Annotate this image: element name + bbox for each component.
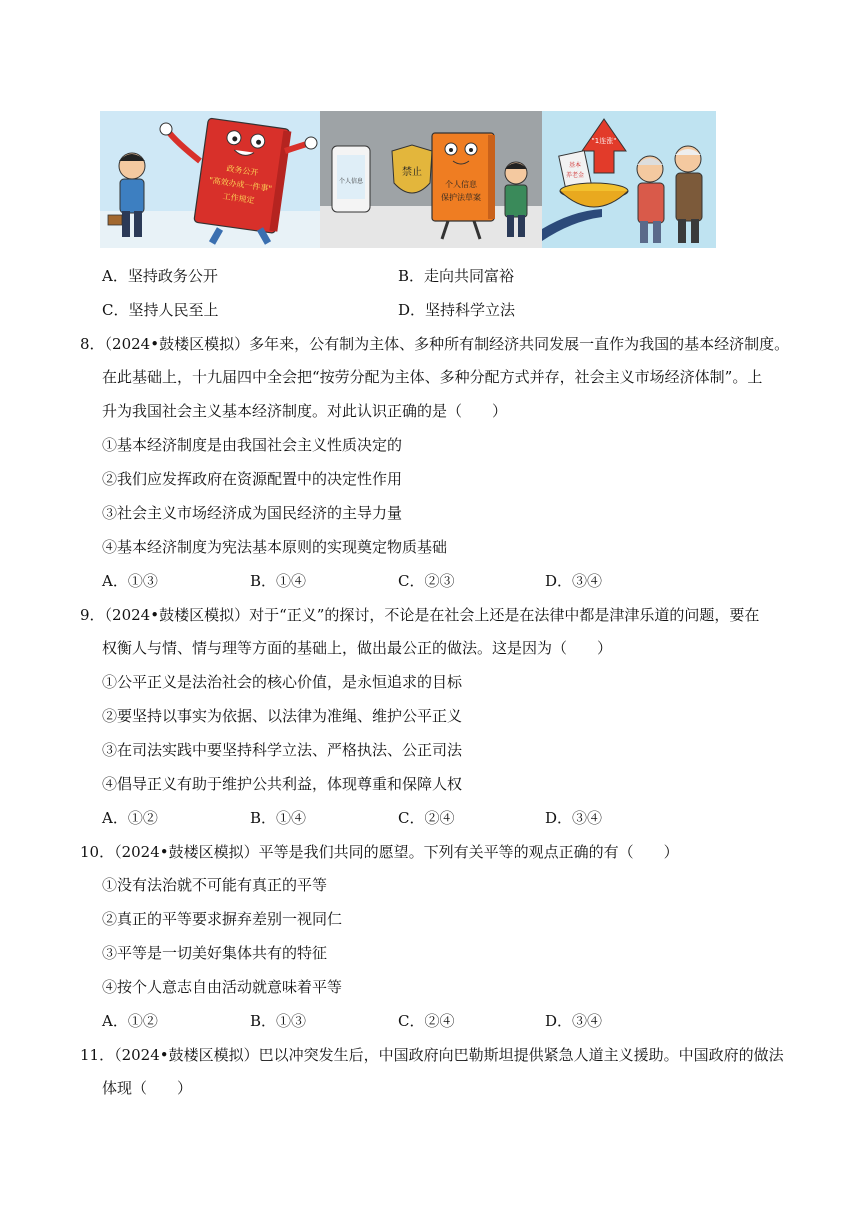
q9-option-c-text: ②④ bbox=[424, 809, 455, 827]
q7-panel2-book-line-1: 个人信息 bbox=[445, 180, 477, 189]
q8-option-b[interactable] bbox=[250, 571, 306, 591]
q7-option-a-letter: A． bbox=[102, 267, 128, 285]
q9-option-a-text: ①② bbox=[127, 809, 158, 827]
q8-item-3: ③社会主义市场经济成为国民经济的主导力量 bbox=[102, 504, 403, 522]
q10-item-2: ②真正的平等要求摒弃差别一视同仁 bbox=[102, 910, 343, 928]
q9-option-d[interactable] bbox=[545, 808, 602, 828]
q7-option-c-letter: C． bbox=[102, 301, 129, 319]
q11-stem-line-1: 11．（2024•鼓楼区模拟）巴以冲突发生后，中国政府向巴勒斯坦提供紧急人道主义援助。中国政府的做法 bbox=[80, 1046, 784, 1064]
q9-option-b-letter: B． bbox=[250, 809, 277, 827]
q9-stem-line-2: 权衡人与情、情与理等方面的基础上，做出最公正的做法。这是因为（ ） bbox=[102, 639, 613, 657]
q8-stem-line-3: 升为我国社会主义基本经济制度。对此认识正确的是（ ） bbox=[102, 402, 508, 420]
q9-option-c[interactable] bbox=[398, 808, 455, 828]
q7-option-d-letter: D． bbox=[398, 301, 426, 319]
q10-option-c-text: ②④ bbox=[424, 1012, 455, 1030]
q10-option-a-text: ①② bbox=[127, 1012, 158, 1030]
q8-option-d-letter: D． bbox=[545, 572, 573, 590]
q7-option-c-text: 坚持人民至上 bbox=[128, 301, 219, 319]
q9-stem-line-1: 9．（2024•鼓楼区模拟）对于“正义”的探讨，不论是在社会上还是在法律中都是津津乐道的问题，要在 bbox=[80, 606, 760, 624]
q10-option-d[interactable] bbox=[545, 1011, 602, 1031]
q7-option-d[interactable] bbox=[398, 300, 515, 320]
q8-option-b-letter: B． bbox=[250, 572, 277, 590]
q7-option-b-text: 走向共同富裕 bbox=[424, 267, 515, 285]
q9-option-d-letter: D． bbox=[545, 809, 573, 827]
q8-option-d[interactable] bbox=[545, 571, 602, 591]
q7-panel3-sign-text: "1连涨" bbox=[591, 137, 617, 145]
q7-panel1-book-line-2: "高效办成一件事" bbox=[208, 175, 273, 194]
q10-option-d-letter: D． bbox=[545, 1012, 573, 1030]
q7-cartoon-panel-3 bbox=[542, 111, 716, 248]
q8-option-c-letter: C． bbox=[398, 572, 425, 590]
q8-option-c-text: ②③ bbox=[424, 572, 455, 590]
q8-option-a-letter: A． bbox=[102, 572, 128, 590]
q11-stem-line-2: 体现（ ） bbox=[102, 1079, 193, 1097]
q9-option-b[interactable] bbox=[250, 808, 306, 828]
q7-option-a[interactable] bbox=[102, 266, 218, 286]
q8-stem-line-2: 在此基础上，十九届四中全会把“按劳分配为主体、多种分配方式并存，社会主义市场经济体制”。上 bbox=[102, 368, 763, 386]
q7-option-a-text: 坚持政务公开 bbox=[127, 267, 218, 285]
q9-item-1: ①公平正义是法治社会的核心价值，是永恒追求的目标 bbox=[102, 673, 463, 691]
q8-option-a[interactable] bbox=[102, 571, 158, 591]
q10-option-c[interactable] bbox=[398, 1011, 455, 1031]
q7-option-b-letter: B． bbox=[398, 267, 425, 285]
q8-stem-line-1: 8．（2024•鼓楼区模拟）多年来，公有制为主体、多种所有制经济共同发展一直作为我国的基本经济制度。 bbox=[80, 335, 790, 353]
q9-option-b-text: ①④ bbox=[276, 809, 307, 827]
q8-item-2: ②我们应发挥政府在资源配置中的决定性作用 bbox=[102, 470, 403, 488]
q7-option-d-text: 坚持科学立法 bbox=[425, 301, 516, 319]
q7-option-b[interactable] bbox=[398, 266, 514, 286]
q8-option-c[interactable] bbox=[398, 571, 455, 591]
q10-option-a-letter: A． bbox=[102, 1012, 128, 1030]
q10-option-b-text: ①③ bbox=[276, 1012, 307, 1030]
q8-option-d-text: ③④ bbox=[572, 572, 603, 590]
q7-panel1-book-line-1: 政务公开 bbox=[225, 164, 259, 178]
q9-item-3: ③在司法实践中要坚持科学立法、严格执法、公正司法 bbox=[102, 741, 463, 759]
q7-panel1-book-line-3: 工作规定 bbox=[222, 191, 256, 206]
q7-panel2-shield-text: 禁止 bbox=[402, 167, 422, 178]
q7-panel2-phone-text: 个人信息 bbox=[338, 178, 364, 185]
q7-cartoon-panel-1 bbox=[100, 111, 320, 248]
q7-cartoon-panel-2 bbox=[320, 111, 542, 248]
q10-item-4: ④按个人意志自由活动就意味着平等 bbox=[102, 978, 343, 996]
q8-item-1: ①基本经济制度是由我国社会主义性质决定的 bbox=[102, 436, 403, 454]
q9-option-d-text: ③④ bbox=[572, 809, 603, 827]
q10-option-b-letter: B． bbox=[250, 1012, 277, 1030]
q9-option-a[interactable] bbox=[102, 808, 158, 828]
q7-cartoon-strip bbox=[100, 111, 716, 248]
q10-option-a[interactable] bbox=[102, 1011, 158, 1031]
q8-item-4: ④基本经济制度为宪法基本原则的实现奠定物质基础 bbox=[102, 538, 448, 556]
q10-option-b[interactable] bbox=[250, 1011, 306, 1031]
q7-option-c[interactable] bbox=[102, 300, 219, 320]
q7-panel3-box-line-1: 基本 bbox=[568, 162, 582, 169]
q10-option-c-letter: C． bbox=[398, 1012, 425, 1030]
q9-option-a-letter: A． bbox=[102, 809, 128, 827]
q8-option-b-text: ①④ bbox=[276, 572, 307, 590]
q8-option-a-text: ①③ bbox=[127, 572, 158, 590]
q9-option-c-letter: C． bbox=[398, 809, 425, 827]
q10-stem-line-1: 10．（2024•鼓楼区模拟）平等是我们共同的愿望。下列有关平等的观点正确的有（ ） bbox=[80, 843, 679, 861]
q9-item-4: ④倡导正义有助于维护公共利益，体现尊重和保障人权 bbox=[102, 775, 463, 793]
q10-item-1: ①没有法治就不可能有真正的平等 bbox=[102, 876, 328, 894]
q7-panel3-box-line-2: 养老金 bbox=[565, 172, 585, 179]
q10-item-3: ③平等是一切美好集体共有的特征 bbox=[102, 944, 328, 962]
q10-option-d-text: ③④ bbox=[572, 1012, 603, 1030]
q7-panel2-book-line-2: 保护法草案 bbox=[441, 193, 481, 202]
q9-item-2: ②要坚持以事实为依据、以法律为准绳、维护公平正义 bbox=[102, 707, 463, 725]
